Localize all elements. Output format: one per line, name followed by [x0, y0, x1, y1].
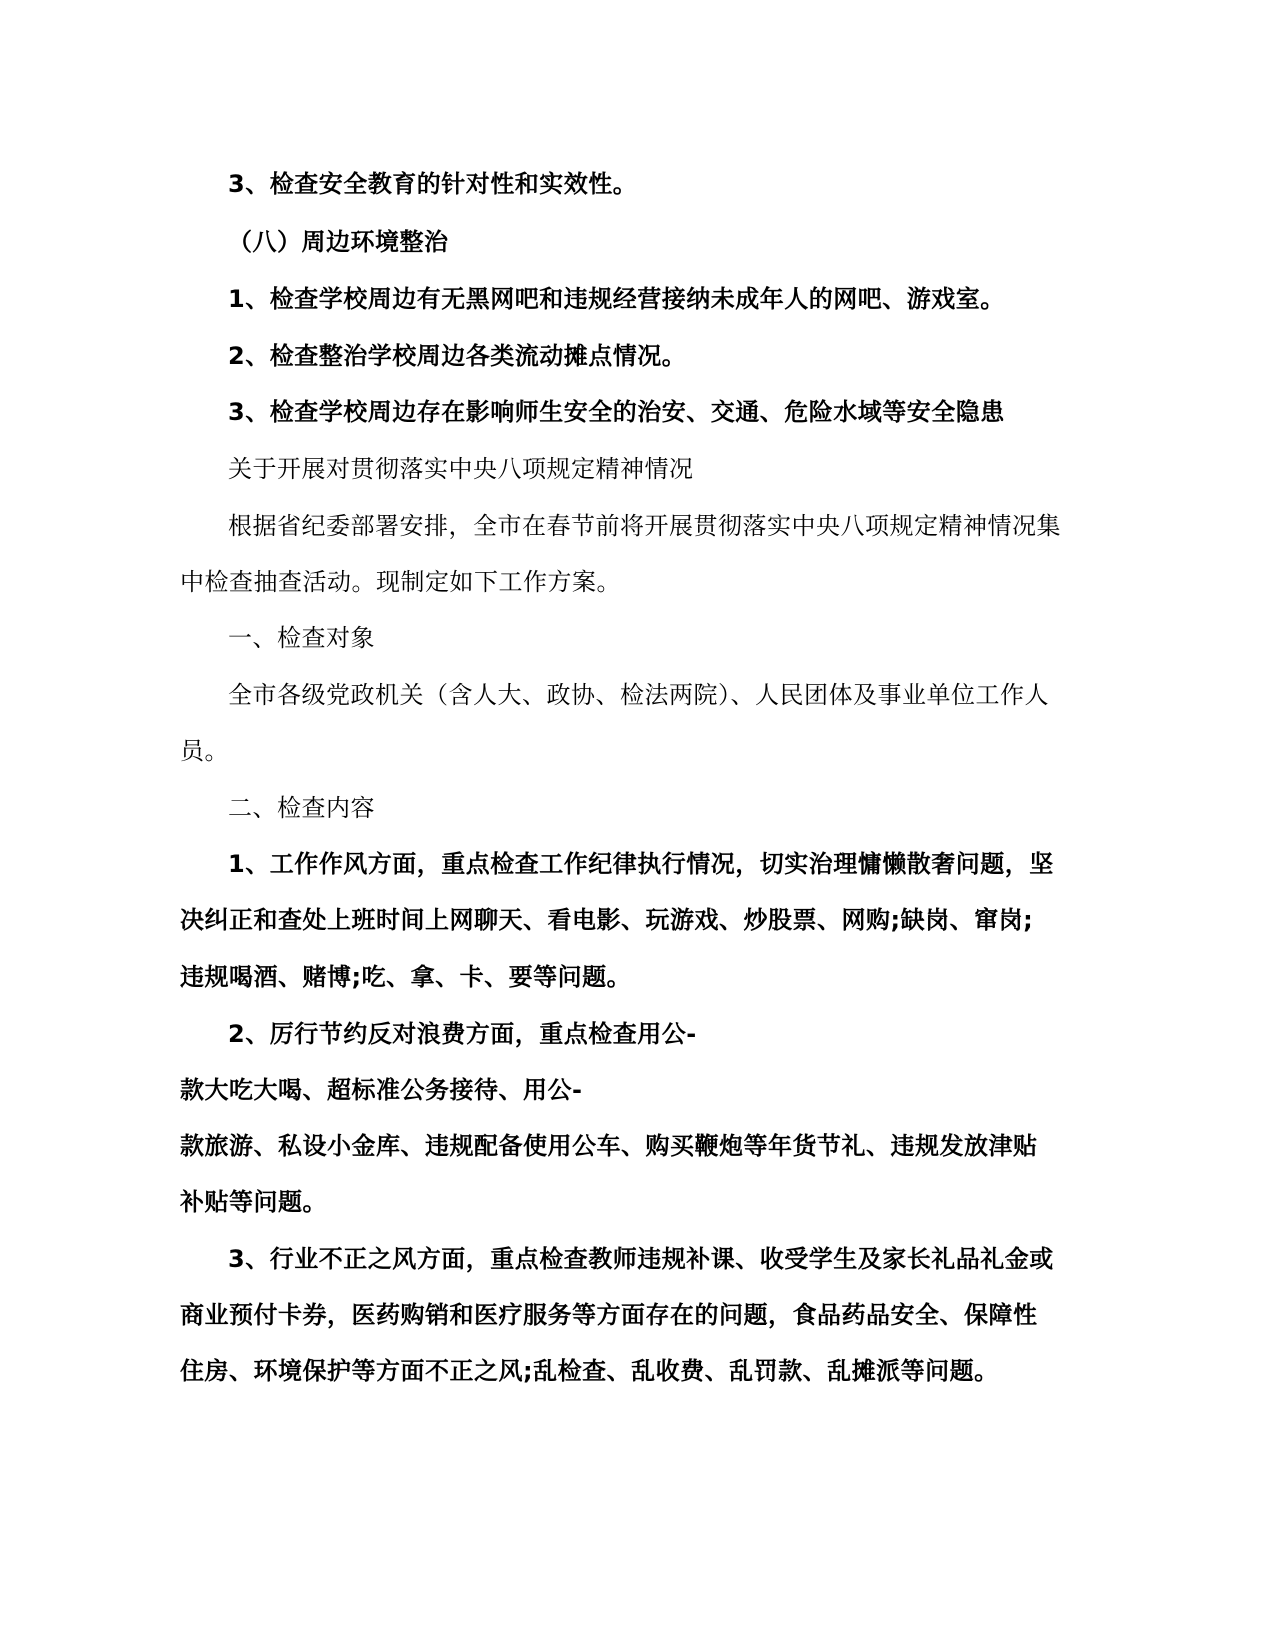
- paragraph-line-2: 1、检查学校周边有无黑网吧和违规经营接纳未成年人的网吧、游戏室。: [228, 285, 1005, 313]
- paragraph-line-5: 根据省纪委部署安排，全市在春节前将开展贯彻落实中央八项规定精神情况集: [228, 512, 1061, 540]
- section-heading-targets: 一、检查对象: [228, 624, 375, 652]
- paragraph-line-4: 3、检查学校周边存在影响师生安全的治安、交通、危险水域等安全隐患: [228, 398, 1005, 426]
- paragraph-line-14: 款旅游、私设小金库、违规配备使用公车、购买鞭炮等年货节礼、违规发放津贴: [180, 1132, 1038, 1160]
- paragraph-line-12: 2、厉行节约反对浪费方面，重点检查用公-: [228, 1020, 697, 1048]
- paragraph-line-13: 款大吃大喝、超标准公务接待、用公-: [180, 1076, 583, 1104]
- paragraph-line-8: 员。: [180, 737, 229, 765]
- paragraph-line-15: 补贴等问题。: [180, 1188, 327, 1216]
- paragraph-line-11: 违规喝酒、赌博;吃、拿、卡、要等问题。: [180, 963, 632, 991]
- paragraph-line-17: 商业预付卡券，医药购销和医疗服务等方面存在的问题，食品药品安全、保障性: [180, 1301, 1038, 1329]
- paragraph-line-1: 3、检查安全教育的针对性和实效性。: [228, 170, 638, 198]
- paragraph-line-18: 住房、环境保护等方面不正之风;乱检查、乱收费、乱罚款、乱摊派等问题。: [180, 1357, 999, 1385]
- paragraph-line-6: 中检查抽查活动。现制定如下工作方案。: [180, 568, 621, 596]
- paragraph-line-16: 3、行业不正之风方面，重点检查教师违规补课、收受学生及家长礼品礼金或: [228, 1245, 1054, 1273]
- section-heading-surroundings: （八）周边环境整治: [228, 228, 449, 256]
- section-heading-content: 二、检查内容: [228, 794, 375, 822]
- document-title: 关于开展对贯彻落实中央八项规定精神情况: [228, 455, 694, 483]
- paragraph-line-3: 2、检查整治学校周边各类流动摊点情况。: [228, 342, 687, 370]
- paragraph-line-10: 决纠正和查处上班时间上网聊天、看电影、玩游戏、炒股票、网购;缺岗、窜岗;: [180, 906, 1034, 934]
- paragraph-line-7: 全市各级党政机关（含人大、政协、检法两院）、人民团体及事业单位工作人: [228, 681, 1049, 709]
- paragraph-line-9: 1、工作作风方面，重点检查工作纪律执行情况，切实治理慵懒散奢问题，坚: [228, 850, 1054, 878]
